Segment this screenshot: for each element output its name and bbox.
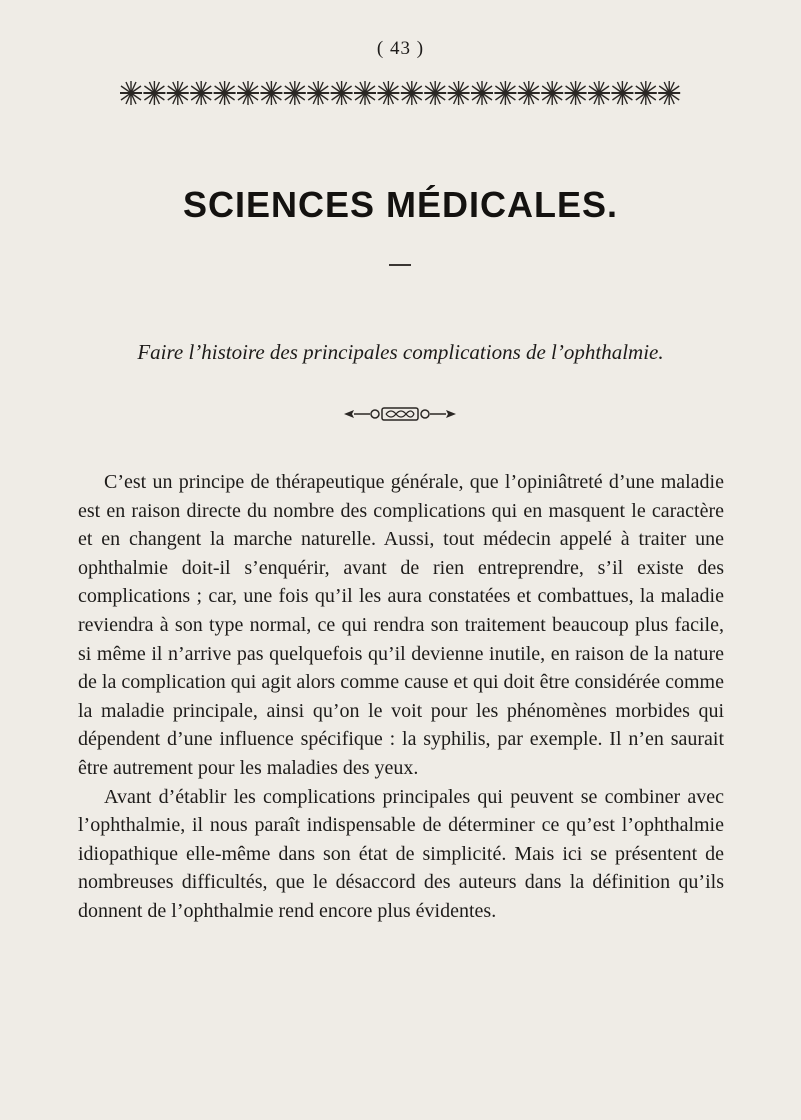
paragraph: Avant d’établir les complications principales qui peuvent se combiner avec l’ophthalmie, il nous paraît indispensable de déterminer ce qu’est l’ophthalmie idiopathique elle-même dans son état de simplicité. Mais ici se présentent de nombreuses difficultés, que le désaccord des auteurs dans la définition qu’ils donnent de l’ophthalmie rend encore plus évidentes. [78, 785, 724, 922]
ornament-motif [284, 81, 306, 105]
ornament-motif [377, 81, 399, 105]
ornament-motif [448, 81, 470, 105]
ornament-motif [143, 81, 165, 105]
paragraph: C’est un principe de thérapeutique générale, que l’opiniâtreté d’une maladie est en raison directe du nombre des complications qui en masquent le caractère et en changent la marche naturelle. Aussi, tout médecin appelé à traiter une ophthalmie doit-il s’enquérir, avant de rien entreprendre, s’il existe des complications ; car, une fois qu’il les aura constatées et combattues, la maladie reviendra à son type normal, ce qui rendra son traitement beaucoup plus facile, si même il n’arrive pas quelquefois qu’il devienne inutile, en raison de la nature de la complication qui agit alors comme cause et qui doit être considérée comme la maladie principale, ainsi qu’on le voit pour les phénomènes morbides qui dépendent d’une influence spécifique : la syphilis, par exemple. Il n’en saurait être autrement pour les maladies des yeux. [78, 471, 724, 779]
ornament-motif [237, 81, 259, 105]
ornament-motif [658, 81, 680, 105]
ornament-motif [167, 81, 189, 105]
divider [389, 264, 411, 266]
ornament-motif [401, 81, 423, 105]
decorative-band-icon [120, 80, 682, 106]
ornament-motif [424, 81, 446, 105]
ornament-motif [214, 81, 236, 105]
ornament-motif [307, 81, 329, 105]
flourish-vignette [340, 406, 460, 422]
subtitle: Faire l’histoire des principales complications de l’ophthalmie. [137, 340, 664, 364]
ornament-motif [611, 81, 633, 105]
section-title: SCIENCES MÉDICALES. [182, 184, 619, 225]
page-number: ( 43 ) [376, 38, 425, 59]
ornament-motif [541, 81, 563, 105]
decorative-band [120, 80, 682, 106]
ornament-motif [354, 81, 376, 105]
ornament-motif [331, 81, 353, 105]
ornament-motif [494, 81, 516, 105]
ornament-motif [190, 81, 212, 105]
ornament-motif [635, 81, 657, 105]
ornament-motif [120, 81, 142, 105]
ornament-motif [471, 81, 493, 105]
flourish-icon [340, 406, 460, 422]
ornament-motif [260, 81, 282, 105]
body-text [78, 468, 724, 926]
ornament-motif [565, 81, 587, 105]
ornament-motif [518, 81, 540, 105]
ornament-motif [588, 81, 610, 105]
